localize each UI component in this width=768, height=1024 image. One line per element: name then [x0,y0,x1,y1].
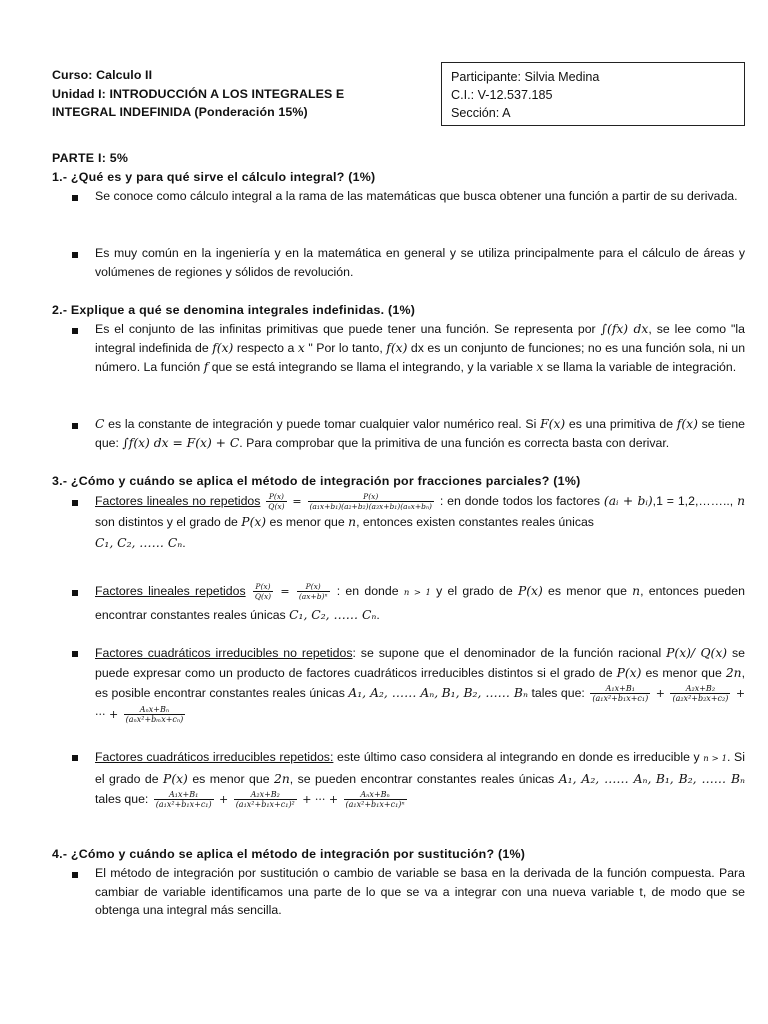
denominator: Q(x) [254,592,272,602]
question-3-answer-4 [95,747,745,810]
text: tales que: [95,792,149,806]
question-2-answer-1 [95,320,745,377]
math-Px: P(x) [241,515,267,529]
fraction-term-2 [670,684,730,703]
math-fx: f(x) [676,417,698,431]
math-x: x [297,341,305,355]
text: se llama la variable de integración. [546,360,737,374]
text: es menor que [548,584,627,598]
question-4-title: 4.- ¿Cómo y cuándo se aplica el método de integración por sustitución? (1%) [52,847,526,861]
numerator: A₂x+B₂ [234,790,297,800]
math-Px: P(x) [163,772,188,786]
text: , se lee como "la integral indefinida de [95,322,745,355]
denominator: (a₁x²+b₁x+c₁)ⁿ [345,800,405,810]
unit-title-line-1: Unidad I: INTRODUCCIÓN A LOS INTEGRALES E [52,86,345,101]
text: se tiene que: [95,417,746,450]
numerator: Aₙx+Bₙ [344,790,407,800]
question-1-answer-1: Se conoce como cálculo integral a la rama de las matemáticas que busca obtener una función a partir de su derivada. [95,189,738,203]
denominator: (a₂x²+b₂x+c₂) [672,694,729,704]
math-Fx: F(x) [540,417,566,431]
numerator: P(x) [266,492,286,502]
math-n: n [737,494,745,508]
question-2-title: 2.- Explique a qué se denomina integrales indefinidas. (1%) [52,303,416,317]
plus-sign: + [219,793,229,806]
text: respecto a [236,341,295,355]
question-3-answer-1 [95,491,745,554]
math-C: C [95,417,105,431]
integral-identity: ∫f(x) dx = F(x) + C [122,436,240,450]
case-label: Factores lineales no repetidos [95,494,261,508]
math-A-constants: A₁, A₂, …… Aₙ, [348,686,439,700]
text: . [376,608,380,622]
math-f: f [203,360,209,374]
question-1-answer-2: Es muy común en la ingeniería y en la matemática en general y se utiliza principalmente para el cálculo de áreas y volúmenes de regiones y sólidos de revolución. [95,246,745,279]
text: y el grado de [436,584,513,598]
bullet-marker [72,651,78,657]
math-condition: n > 1 [403,588,431,598]
text: se puede expresar como un producto de factores cuadráticos irreducibles distintos si el grado de [95,646,745,680]
fraction-term-1 [590,684,650,703]
denominator: Q(x) [268,502,285,512]
text: dx es un conjunto de funciones; no es una función sola, ni un número. La función [95,341,746,374]
fraction-term-n [124,705,186,724]
question-2-answer-2 [95,415,745,453]
question-3-answer-2 [95,580,745,626]
participant-name: Participante: Silvia Medina [451,70,600,84]
text: , entonces pueden encontrar constantes reales únicas [95,584,745,622]
math-fx: f(x) [386,341,408,355]
fraction-p-over-q [253,582,273,601]
denominator: (a₁x²+b₁x+c₁) [592,694,649,704]
numerator: Aₙx+Bₙ [124,705,186,715]
text: : se supone que el denominador de la función racional [352,646,662,660]
math-fx: f(x) [212,341,234,355]
math-A-constants: A₁, A₂, …… Aₙ, [558,772,652,786]
text: este último caso considera al integrando en donde es irreducible y [336,750,700,764]
numerator: P(x) [297,582,330,592]
case-label: Factores lineales repetidos [95,584,246,598]
text: , es posible encontrar constantes reales únicas [95,666,745,700]
unit-title-line-2: INTEGRAL INDEFINIDA (Ponderación 15%) [52,105,308,119]
math-Px: P(x) [616,666,642,680]
text: es una primitiva de [568,417,674,431]
text: tales que: [531,686,585,700]
numerator: P(x) [253,582,273,592]
numerator: A₂x+B₂ [670,684,730,694]
bullet-marker [72,500,78,506]
denominator: (aₙx²+bₘx+cₙ) [125,715,184,725]
bullet-marker [72,872,78,878]
part-title: PARTE I: 5% [52,151,129,165]
numerator: P(x) [308,492,434,502]
bullet-marker [72,252,78,258]
denominator: (a₁x+b₁)(a₂+b₂)(a₃x+b₁)(aₙx+bₙ) [309,502,432,512]
bullet-marker [72,423,78,429]
text: Es el conjunto de las infinitas primitivas que puede tener una función. Se representa por [95,322,596,336]
fraction-p-over-q [266,492,286,511]
math-n: n [632,584,641,598]
text: es la constante de integración y puede tomar cualquier valor numérico real. Si [108,417,537,431]
integral-expression: ∫(fx) dx [600,322,649,336]
math-Px: P(x) [517,584,543,598]
numerator: A₁x+B₁ [590,684,650,694]
participant-box [441,62,745,126]
denominator: (a₁x²+b₁x+c₁) [155,800,212,810]
participant-section: Sección: A [451,106,511,120]
participant-id: C.I.: V-12.537.185 [451,88,553,102]
question-3-answer-3 [95,643,745,725]
question-4-answer-1: El método de integración por sustitución o cambio de variable se basa en la derivada de la función compuesta. Para cambiar de variable identificamos una parte de lo que se va a integrar con una nueva variable t, de modo que se obtenga una integral más sencilla. [95,866,745,917]
text: , entonces existen constantes reales únicas [356,515,594,529]
case-label: Factores cuadráticos irreducibles repetidos: [95,750,334,764]
question-1-title: 1.- ¿Qué es y para qué sirve el cálculo integral? (1%) [52,170,376,184]
text: : en donde [336,584,399,598]
math-factor: (aᵢ + bᵢ) [603,494,653,508]
text: , se pueden encontrar constantes reales únicas [289,772,555,786]
math-rational: P(x)/ Q(x) [666,646,728,660]
text: es menor que [192,772,270,786]
course-name: Curso: Calculo II [52,68,153,82]
math-x: x [536,360,544,374]
text: . [182,536,186,550]
bullet-marker [72,328,78,334]
text: ,1 = 1,2,…….., [652,494,734,508]
question-3-title: 3.- ¿Cómo y cuándo se aplica el método de integración por fracciones parciales? (1%) [52,474,581,488]
bullet-marker [72,590,78,596]
fraction-linear-factors [308,492,434,511]
math-B-constants: B₁, B₂, …… Bₙ [655,772,746,786]
text: son distintos y el grado de [95,515,238,529]
fraction-term-2 [234,790,297,809]
text: es menor que [645,666,722,680]
math-n: n [348,515,357,529]
course-header [52,66,392,122]
text: . Para comprobar que la primitiva de una función es correcta basta con derivar. [239,436,670,450]
ellipsis-sum: + ··· + [302,793,339,806]
fraction-repeated-linear [297,582,330,601]
ellipsis-sum: + ··· + [95,687,746,721]
fraction-term-n [344,790,407,809]
math-2n: 2n [725,666,742,680]
math-constants: C₁, C₂, …… Cₙ [289,608,377,622]
equals-sign: = [280,585,290,598]
denominator: (ax+b)ⁿ [298,592,328,602]
text: " Por lo tanto, [308,341,383,355]
bullet-marker [72,755,78,761]
text: . Si el grado de [95,750,745,786]
bullet-marker [72,195,78,201]
math-constants: C₁, C₂, …… Cₙ [95,536,183,550]
math-condition: n > 1 [703,754,728,764]
plus-sign: + [655,687,665,700]
equals-sign: = [292,495,302,508]
numerator: A₁x+B₁ [154,790,214,800]
text: que se está integrando se llama el integrando, y la variable [211,360,533,374]
fraction-term-1 [154,790,214,809]
math-B-constants: B₁, B₂, …… Bₙ [441,686,528,700]
text: es menor que [269,515,345,529]
denominator: (a₁x²+b₁x+c₁)² [235,800,295,810]
text: : en donde todos los factores [439,494,601,508]
case-label: Factores cuadráticos irreducibles no repetidos [95,646,353,660]
math-2n: 2n [274,772,290,786]
